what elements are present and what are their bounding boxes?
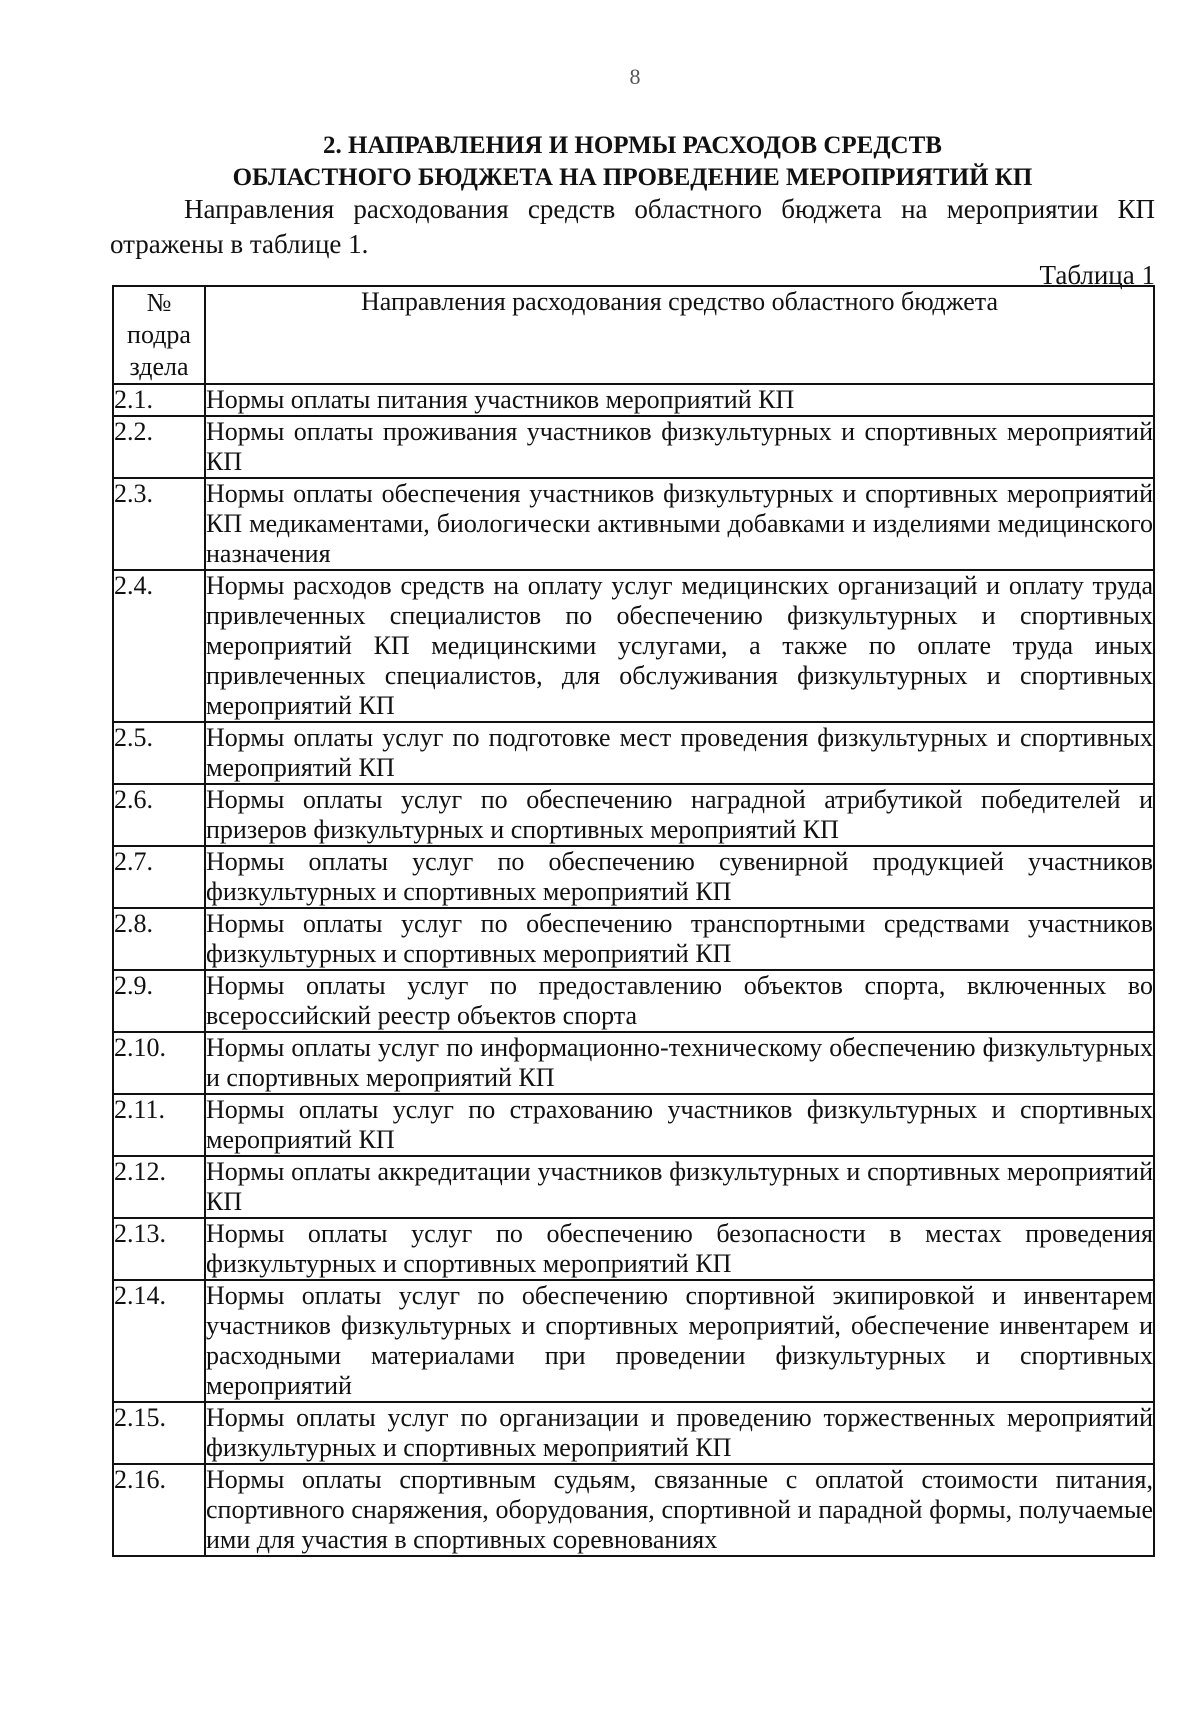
table-row xyxy=(113,1218,1154,1280)
row-description: Нормы оплаты услуг по подготовке мест проведения физкультурных и спортивных мероприятий КП xyxy=(206,723,1153,782)
table-row xyxy=(113,1464,1154,1556)
row-description: Нормы оплаты питания участников мероприятий КП xyxy=(205,384,1154,416)
row-description: Нормы оплаты услуг по обеспечению сувенирной продукцией участников физкультурных и спортивных мероприятий КП xyxy=(206,847,1153,906)
row-number: 2.2. xyxy=(113,416,205,478)
table-row xyxy=(113,970,1154,1032)
row-description: Нормы оплаты услуг по обеспечению безопасности в местах проведения физкультурных и спортивных мероприятий КП xyxy=(206,1219,1153,1278)
row-description: Нормы оплаты услуг по организации и проведению торжественных мероприятий физкультурных и спортивных мероприятий КП xyxy=(206,1403,1153,1462)
table-row xyxy=(113,846,1154,908)
row-description: Нормы расходов средств на оплату услуг медицинских организаций и оплату труда привлеченных специалистов по обеспечению физкультурных и спортивных мероприятий КП медицинскими услугами, а также по оплате труда иных привлеченных специалистов, для обслуживания физкультурных и спортивных мероприятий КП xyxy=(206,571,1153,720)
header-section-number: № подра здела xyxy=(113,286,205,384)
row-description: Нормы оплаты спортивным судьям, связанные с оплатой стоимости питания, спортивного снаряжения, оборудования, спортивной и парадной формы, получаемые ими для участия в спортивных соревнованиях xyxy=(206,1465,1153,1554)
table-header-row xyxy=(113,286,1154,384)
expenses-table xyxy=(112,285,1155,1557)
row-description: Нормы оплаты услуг по страхованию участников физкультурных и спортивных мероприятий КП xyxy=(206,1095,1153,1154)
row-description: Нормы оплаты услуг по информационно-техническому обеспечению физкультурных и спортивных мероприятий КП xyxy=(206,1033,1153,1092)
table-row xyxy=(113,1280,1154,1402)
row-number: 2.5. xyxy=(113,722,205,784)
header-description: Направления расходования средство областного бюджета xyxy=(205,286,1154,384)
row-description: Нормы оплаты аккредитации участников физкультурных и спортивных мероприятий КП xyxy=(206,1157,1153,1216)
row-description: Нормы оплаты обеспечения участников физкультурных и спортивных мероприятий КП медикаментами, биологически активными добавками и изделиями медицинского назначения xyxy=(206,479,1153,568)
table-row xyxy=(113,478,1154,570)
row-number: 2.11. xyxy=(113,1094,205,1156)
section-heading-line-2: ОБЛАСТНОГО БЮДЖЕТА НА ПРОВЕДЕНИЕ МЕРОПРИЯТИЙ КП xyxy=(232,164,1033,191)
table-row xyxy=(113,384,1154,416)
row-number: 2.14. xyxy=(113,1280,205,1402)
row-description: Нормы оплаты услуг по обеспечению спортивной экипировкой и инвентарем участников физкультурных и спортивных мероприятий, обеспечение инвентарем и расходными материалами при проведении физкультурных и спортивных мероприятий xyxy=(206,1281,1153,1400)
row-number: 2.3. xyxy=(113,478,205,570)
table-row xyxy=(113,908,1154,970)
row-description: Нормы оплаты проживания участников физкультурных и спортивных мероприятий КП xyxy=(206,417,1153,476)
row-description: Нормы оплаты услуг по предоставлению объектов спорта, включенных во всероссийский реестр объектов спорта xyxy=(206,971,1153,1030)
table-row xyxy=(113,1402,1154,1464)
table-row xyxy=(113,1032,1154,1094)
section-heading xyxy=(110,130,1155,194)
table-row xyxy=(113,722,1154,784)
row-number: 2.8. xyxy=(113,908,205,970)
table-caption: Таблица 1 xyxy=(1039,260,1155,290)
row-number: 2.15. xyxy=(113,1402,205,1464)
row-number: 2.7. xyxy=(113,846,205,908)
table-row xyxy=(113,784,1154,846)
table-row xyxy=(113,570,1154,722)
row-number: 2.13. xyxy=(113,1218,205,1280)
row-number: 2.9. xyxy=(113,970,205,1032)
row-number: 2.6. xyxy=(113,784,205,846)
table-row xyxy=(113,1094,1154,1156)
page-number: 8 xyxy=(629,64,641,89)
section-heading-line-1: 2. НАПРАВЛЕНИЯ И НОРМЫ РАСХОДОВ СРЕДСТВ xyxy=(323,132,942,159)
table-row xyxy=(113,1156,1154,1218)
intro-paragraph: Направления расходования средств областного бюджета на мероприятии КП отражены в таблице 1. xyxy=(110,194,1155,259)
table-row xyxy=(113,416,1154,478)
row-number: 2.1. xyxy=(113,384,205,416)
row-number: 2.4. xyxy=(113,570,205,722)
row-description: Нормы оплаты услуг по обеспечению транспортными средствами участников физкультурных и спортивных мероприятий КП xyxy=(206,909,1153,968)
row-number: 2.16. xyxy=(113,1464,205,1556)
row-number: 2.10. xyxy=(113,1032,205,1094)
row-description: Нормы оплаты услуг по обеспечению наградной атрибутикой победителей и призеров физкультурных и спортивных мероприятий КП xyxy=(206,785,1153,844)
row-number: 2.12. xyxy=(113,1156,205,1218)
